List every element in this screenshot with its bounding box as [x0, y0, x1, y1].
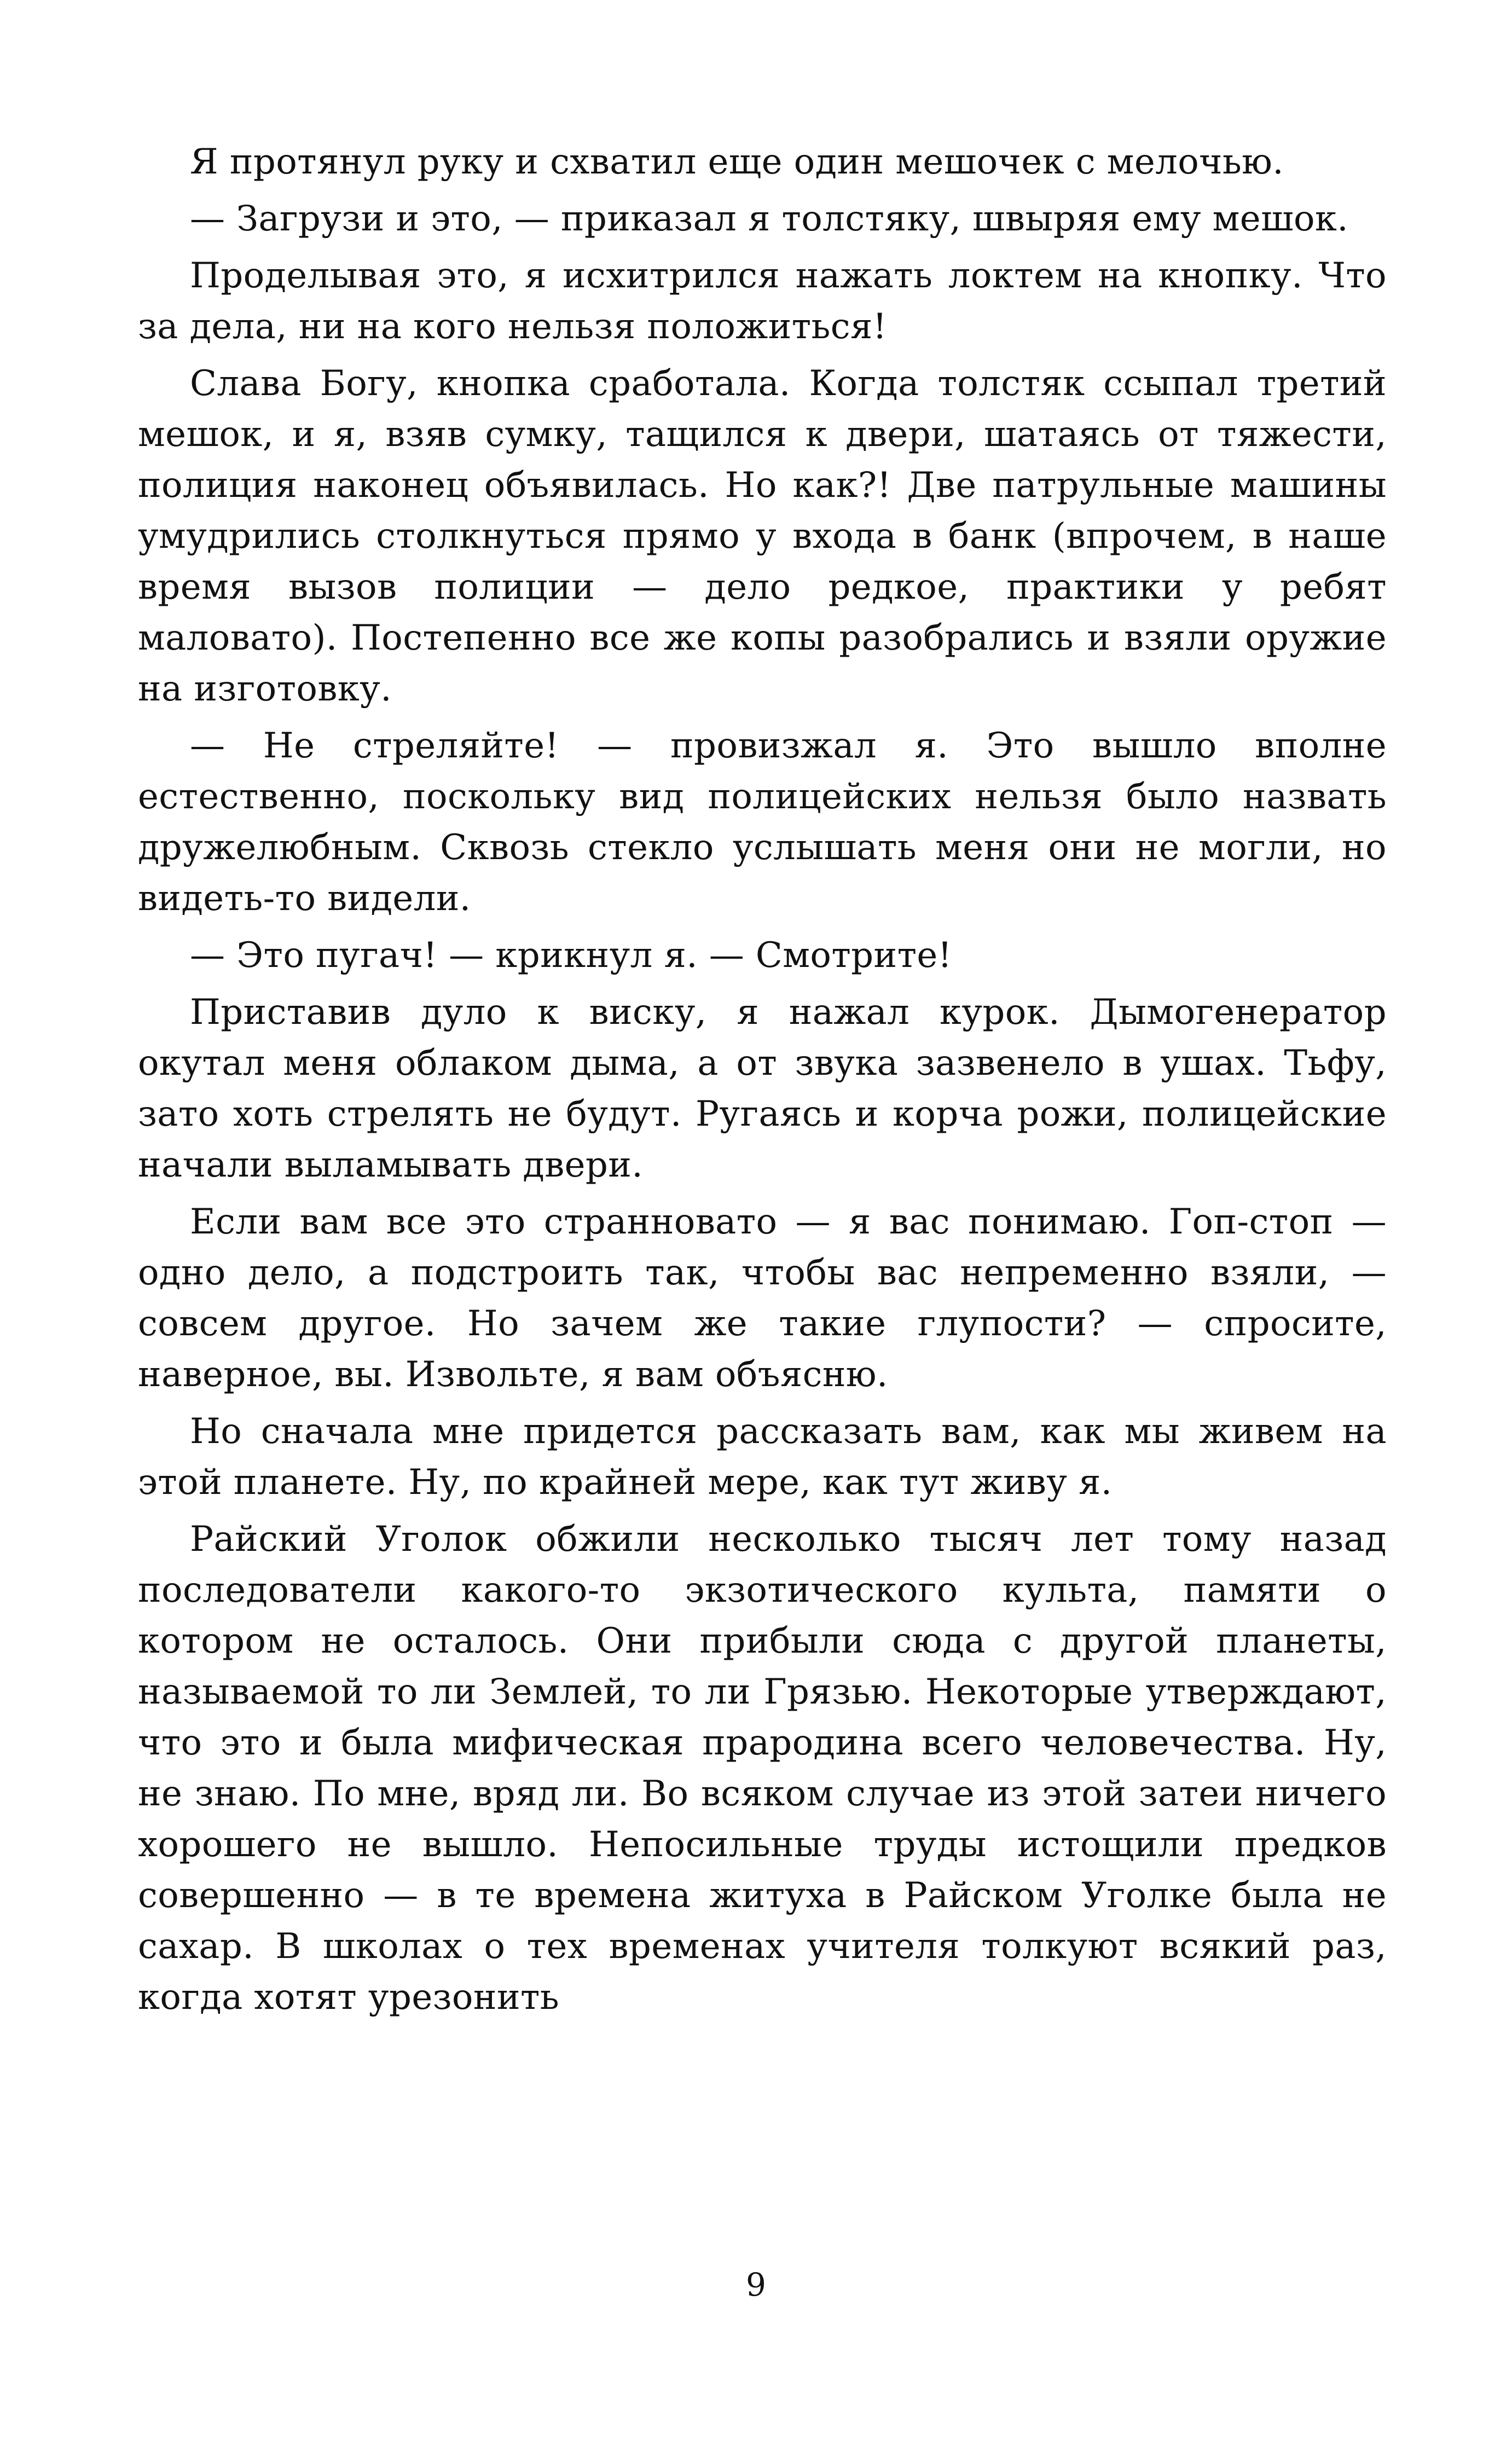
paragraph: Но сначала мне придется рассказать вам, как мы живем на этой планете. Ну, по крайней мере, как тут живу я.	[138, 1411, 1387, 1503]
page-number: 9	[746, 2266, 766, 2303]
page-body	[138, 137, 1387, 2298]
paragraph: — Загрузи и это, — приказал я толстяку, швыряя ему мешок.	[190, 199, 1349, 239]
paragraph: — Не стреляйте! — провизжал я. Это вышло вполне естественно, поскольку вид полицейских нельзя было назвать дружелюбным. Сквозь стекло услышать меня они не могли, но видеть-то видели.	[138, 726, 1387, 919]
paragraph: Райский Уголок обжили несколько тысяч лет тому назад последователи какого-то экзотического культа, памяти о котором не осталось. Они прибыли сюда с другой планеты, называемой то ли Землей, то ли Грязью. Некоторые утверждают, что это и была мифическая прародина всего человечества. Ну, не знаю. По мне, вряд ли. Во всяком случае из этой затеи ничего хорошего не вышло. Непосильные труды истощили предков совершенно — в те времена житуха в Райском Уголке была не сахар. В школах о тех временах учителя толкуют всякий раз, когда хотят урезонить	[138, 1519, 1387, 2018]
paragraph: Слава Богу, кнопка сработала. Когда толстяк ссыпал третий мешок, и я, взяв сумку, тащился к двери, шатаясь от тяжести, полиция наконец объявилась. Но как?! Две патрульные машины умудрились столкнуться прямо у входа в банк (впрочем, в наше время вызов полиции — дело редкое, практики у ребят маловато). Постепенно все же копы разобрались и взяли оружие на изготовку.	[138, 363, 1387, 709]
paragraph: — Это пугач! — крикнул я. — Смотрите!	[190, 935, 952, 976]
paragraph: Если вам все это странновато — я вас понимаю. Гоп-стоп — одно дело, а подстроить так, чтобы вас непременно взяли, — совсем другое. Но зачем же такие глупости? — спросите, наверное, вы. Извольте, я вам объясню.	[138, 1202, 1387, 1395]
paragraph: Проделывая это, я исхитрился нажать локтем на кнопку. Что за дела, ни на кого нельзя положиться!	[138, 256, 1387, 347]
paragraph: Приставив дуло к виску, я нажал курок. Дымогенератор окутал меня облаком дыма, а от звука зазвенело в ушах. Тьфу, зато хоть стрелять не будут. Ругаясь и корча рожи, полицейские начали выламывать двери.	[138, 992, 1387, 1185]
paragraph: Я протянул руку и схватил еще один мешочек с мелочью.	[190, 142, 1284, 182]
